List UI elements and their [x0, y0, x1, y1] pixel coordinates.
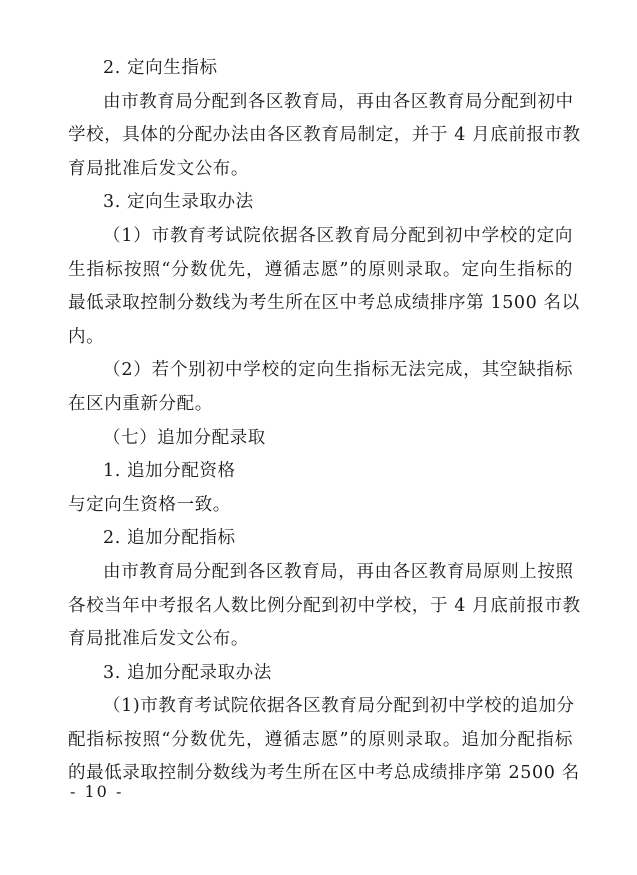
paragraph-line: 最低录取控制分数线为考生所在区中考总成绩排序第 1500 名以: [68, 293, 580, 314]
paragraph-line: （1)市教育考试院依据各区教育局分配到初中学校的追加分: [103, 696, 575, 717]
paragraph-line: 的最低录取控制分数线为考生所在区中考总成绩排序第 2500 名: [68, 763, 580, 784]
paragraph-line: 由市教育局分配到各区教育局，再由各区教育局分配到初中: [103, 91, 574, 112]
paragraph-line: 与定向生资格一致。: [68, 494, 231, 515]
paragraph-line: 生指标按照“分数优先，遵循志愿”的原则录取。定向生指标的: [68, 259, 573, 280]
paragraph-line: （1）市教育考试院依据各区教育局分配到初中学校的定向: [103, 225, 573, 246]
heading-additional-method: 3. 追加分配录取办法: [103, 662, 272, 683]
paragraph-line: 由市教育局分配到各区教育局，再由各区教育局原则上按照: [103, 561, 574, 582]
heading-additional-allocation: （七）追加分配录取: [103, 427, 266, 448]
heading-additional-eligibility: 1. 追加分配资格: [103, 461, 236, 482]
heading-admission-method: 3. 定向生录取办法: [103, 192, 254, 213]
paragraph-line: 学校，具体的分配办法由各区教育局制定，并于 4 月底前报市教: [68, 125, 581, 146]
heading-quota: 2. 定向生指标: [103, 58, 218, 78]
paragraph-line: （2）若个别初中学校的定向生指标无法完成，其空缺指标: [103, 360, 573, 381]
paragraph-line: 育局批准后发文公布。: [68, 629, 249, 650]
paragraph-line: 内。: [68, 326, 105, 347]
paragraph-line: 在区内重新分配。: [68, 393, 213, 414]
paragraph-line: 各校当年中考报名人数比例分配到初中学校，于 4 月底前报市教: [68, 595, 581, 616]
paragraph-line: 配指标按照“分数优先，遵循志愿”的原则录取。追加分配指标: [68, 729, 573, 750]
page-number: - 10 -: [70, 782, 124, 801]
heading-additional-quota: 2. 追加分配指标: [103, 528, 236, 549]
body-text: [68, 52, 581, 791]
paragraph-line: 育局批准后发文公布。: [68, 158, 249, 179]
